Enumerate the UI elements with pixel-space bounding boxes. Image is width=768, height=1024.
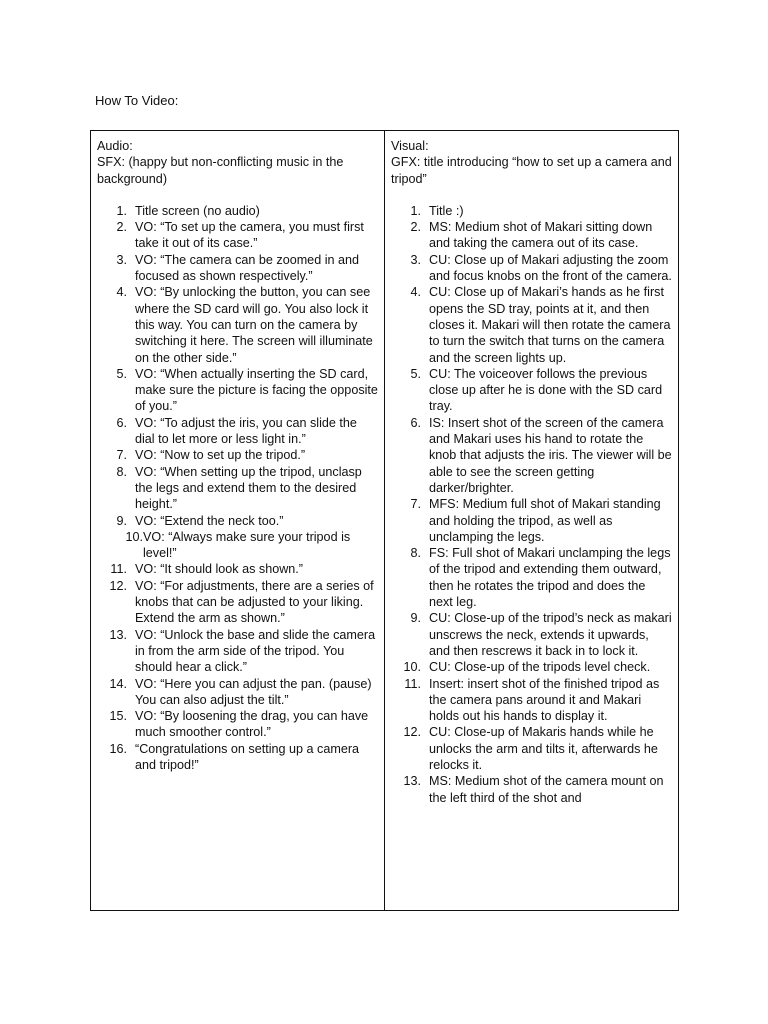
- audio-cue: [97, 561, 378, 577]
- visual-cue: [391, 284, 672, 365]
- item-number: 10.: [125, 529, 143, 544]
- item-text: VO: “Always make sure your tripod is level!”: [143, 529, 351, 561]
- item-number: 1.: [116, 203, 127, 218]
- item-text: VO: “The camera can be zoomed in and focused as shown respectively.”: [135, 252, 360, 284]
- item-text: VO: “By unlocking the button, you can see where the SD card will go. You also lock it this way. You can turn on the camera by switching it here. The screen will illuminate on the other side.”: [135, 285, 373, 365]
- item-text: CU: Close-up of the tripods level check.: [429, 660, 651, 675]
- item-text: MFS: Medium full shot of Makari standing and holding the tripod, as well as unclamping the legs.: [429, 497, 661, 544]
- audio-column: [91, 131, 385, 910]
- audio-cue: [97, 578, 378, 627]
- visual-heading: Visual:: [391, 139, 429, 153]
- item-number: 15.: [109, 709, 127, 724]
- item-text: FS: Full shot of Makari unclamping the legs of the tripod and extending them outward, then he rotates the tripod and does the next leg.: [429, 546, 671, 610]
- document-title: How To Video:: [95, 93, 179, 108]
- item-text: Insert: insert shot of the finished tripod as the camera pans around it and Makari holds out his hands to display it.: [429, 676, 660, 724]
- item-text: CU: Close-up of the tripod’s neck as makari unscrews the neck, extends it upwards, and then rescrews it back in to lock it.: [429, 611, 672, 658]
- item-number: 5.: [410, 366, 421, 381]
- visual-cue: [391, 366, 672, 415]
- audio-heading: Audio:: [97, 139, 133, 153]
- item-number: 13.: [403, 774, 421, 789]
- audio-cue: [97, 366, 378, 415]
- item-number: 7.: [116, 448, 127, 463]
- item-number: 11.: [110, 562, 127, 577]
- item-text: VO: “To set up the camera, you must first take it out of its case.”: [135, 220, 364, 251]
- audio-list: [97, 203, 378, 773]
- visual-cue: [391, 610, 672, 659]
- audio-cue: [97, 464, 378, 513]
- item-number: 4.: [410, 285, 421, 300]
- item-number: 2.: [410, 220, 421, 235]
- item-number: 10.: [403, 660, 421, 675]
- audio-cue: [97, 252, 378, 285]
- item-number: 11.: [404, 676, 421, 691]
- item-text: VO: “To adjust the iris, you can slide the dial to let more or less light in.”: [135, 415, 357, 447]
- visual-cue: [391, 724, 672, 773]
- item-text: CU: The voiceover follows the previous close up after he is done with the SD card tray.: [429, 366, 663, 414]
- visual-cue: [391, 659, 672, 675]
- audio-cue: [97, 741, 378, 774]
- visual-cue: [391, 773, 672, 806]
- visual-cue: [391, 219, 672, 252]
- visual-cue: [391, 676, 672, 725]
- item-number: 2.: [116, 220, 127, 235]
- item-number: 5.: [116, 366, 127, 381]
- item-text: Title :): [429, 203, 464, 218]
- item-number: 8.: [410, 546, 421, 561]
- item-number: 7.: [410, 497, 421, 512]
- item-text: VO: “Now to set up the tripod.”: [135, 448, 306, 463]
- item-number: 12.: [403, 725, 421, 740]
- item-number: 3.: [410, 252, 421, 267]
- visual-column: [385, 131, 678, 910]
- item-text: MS: Medium shot of the camera mount on the left third of the shot and: [429, 774, 664, 805]
- item-number: 3.: [116, 252, 127, 267]
- gfx-note: GFX: title introducing “how to set up a camera and tripod”: [391, 155, 672, 186]
- script-table: [90, 130, 679, 911]
- audio-cue: [97, 219, 378, 252]
- audio-cue: [97, 447, 378, 463]
- audio-cue: [97, 513, 378, 529]
- audio-cue: [97, 708, 378, 741]
- item-text: VO: “It should look as shown.”: [135, 562, 303, 577]
- item-number: 6.: [410, 415, 421, 430]
- item-text: VO: “By loosening the drag, you can have much smoother control.”: [135, 709, 369, 740]
- item-number: 16.: [109, 741, 127, 756]
- audio-cue: [97, 203, 378, 219]
- item-text: “Congratulations on setting up a camera and tripod!”: [135, 741, 360, 772]
- item-text: Title screen (no audio): [135, 203, 260, 218]
- item-number: 1.: [410, 203, 421, 218]
- item-number: 13.: [109, 627, 127, 642]
- item-number: 6.: [116, 415, 127, 430]
- item-number: 9.: [410, 611, 421, 626]
- item-number: 4.: [116, 285, 127, 300]
- item-text: VO: “When actually inserting the SD card, make sure the picture is facing the opposite of you.”: [135, 366, 378, 414]
- visual-cue: [391, 252, 672, 285]
- item-text: VO: “For adjustments, there are a series of knobs that can be adjusted to your liking. Extend the arm as shown.”: [135, 578, 374, 626]
- visual-list: [391, 203, 672, 806]
- item-number: 9.: [116, 513, 127, 528]
- audio-cue: [97, 676, 378, 709]
- item-text: CU: Close up of Makari’s hands as he first opens the SD tray, points at it, and then closes it. Makari will then rotate the camera to turn the switch that turns on the camera and the screen lights up.: [429, 285, 671, 365]
- item-text: VO: “Unlock the base and slide the camera in from the arm side of the tripod. You should hear a click.”: [135, 627, 376, 675]
- visual-cue: [391, 496, 672, 545]
- visual-cue: [391, 203, 672, 219]
- item-text: IS: Insert shot of the screen of the camera and Makari uses his hand to rotate the knob that adjusts the iris. The viewer will be able to see the screen getting darker/brighter.: [429, 415, 672, 495]
- item-text: MS: Medium shot of Makari sitting down and taking the camera out of its case.: [429, 220, 653, 251]
- item-number: 8.: [116, 464, 127, 479]
- audio-cue: [97, 415, 378, 448]
- audio-cue: [97, 529, 378, 562]
- item-text: VO: “When setting up the tripod, unclasp the legs and extend them to the desired height.”: [135, 464, 362, 512]
- item-number: 14.: [109, 676, 127, 691]
- item-text: CU: Close up of Makari adjusting the zoom and focus knobs on the front of the camera.: [429, 252, 672, 284]
- visual-cue: [391, 545, 672, 610]
- audio-cue: [97, 627, 378, 676]
- item-text: CU: Close-up of Makaris hands while he unlocks the arm and tilts it, afterwards he relocks it.: [429, 725, 658, 772]
- visual-cue: [391, 415, 672, 496]
- item-number: 12.: [109, 578, 127, 593]
- audio-cue: [97, 284, 378, 365]
- sfx-note: SFX: (happy but non-conflicting music in the background): [97, 155, 344, 186]
- item-text: VO: “Here you can adjust the pan. (pause) You can also adjust the tilt.”: [135, 676, 372, 707]
- item-text: VO: “Extend the neck too.”: [135, 513, 284, 528]
